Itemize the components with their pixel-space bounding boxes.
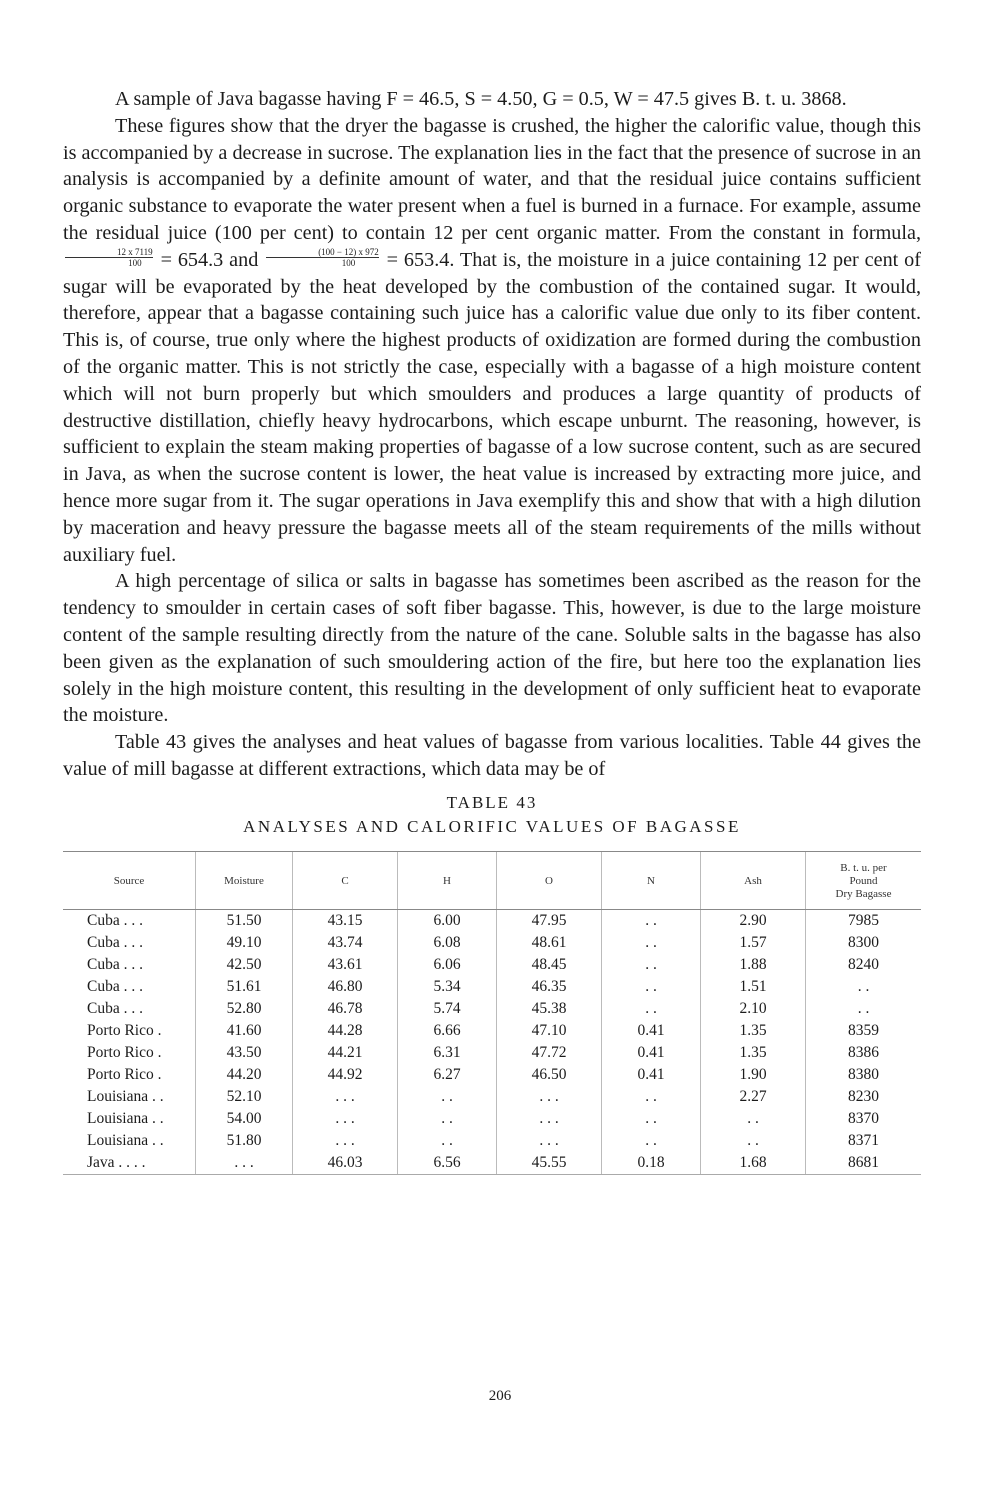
header-btu-line-1: B. t. u. per — [840, 861, 887, 874]
fraction-numerator: 12 x 7119 — [117, 247, 153, 258]
cell-carbon: 43.74 — [293, 932, 398, 954]
table-row — [63, 1152, 921, 1175]
paragraph-calorific-explanation — [63, 113, 921, 569]
cell-source: Porto Rico . — [87, 1021, 162, 1039]
cell-carbon: 43.15 — [293, 909, 398, 932]
cell-nitrogen: 0.41 — [602, 1042, 701, 1064]
cell-ash: 2.27 — [701, 1086, 806, 1108]
table-row — [63, 1020, 921, 1042]
header-btu-line-2: Pound — [849, 874, 878, 887]
cell-carbon: 46.78 — [293, 998, 398, 1020]
cell-oxygen: . . . — [497, 1108, 602, 1130]
cell-oxygen: 45.38 — [497, 998, 602, 1020]
cell-source: Cuba . . . — [87, 999, 143, 1017]
cell-carbon: 43.61 — [293, 954, 398, 976]
cell-nitrogen: . . — [602, 932, 701, 954]
table-row — [63, 1086, 921, 1108]
paragraph-silica-salts: A high percentage of silica or salts in bagasse has sometimes been ascribed as the reason for the tendency to smoulder in certain cases of soft fiber bagasse. This, however, is due to the large moisture content of the sample resulting directly from the nature of the cane. Soluble salts in the bagasse has also been given as the explanation of such smouldering action of the fire, but here too the explanation lies solely in the high moisture content, this resulting in the development of only sufficient heat to evaporate the moisture. — [63, 570, 921, 727]
paragraph-text-part-3: = 653.4. That is, the moisture in a juice containing 12 per cent of sugar will be evaporated by the heat developed by the combustion of the contained sugar. It would, therefore, appear that a bagasse containing such juice has a calorific value due only to its fiber content. This is, of course, true only where the highest products of oxidization are formed during the combustion of the organic matter. This is not strictly the case, especially with a bagasse of a high moisture content which will not burn properly but which smoulders and produces a large quantity of products of destructive distillation, chiefly heavy hydrocarbons, which escape unburnt. The reasoning, however, is sufficient to explain the steam making properties of bagasse of a low sucrose content, such as are secured in Java, as when the sucrose content is lower, the heat value is increased by extracting more juice, and hence more sugar from it. The sugar operations in Java exemplify this and show that with a high dilution by maceration and heavy pressure the bagasse meets all of the steam requirements of the mills without auxiliary fuel. — [63, 248, 921, 566]
cell-moisture: 49.10 — [196, 932, 293, 954]
header-ash: Ash — [701, 851, 806, 909]
cell-moisture: 51.80 — [196, 1130, 293, 1152]
cell-carbon: 46.80 — [293, 976, 398, 998]
cell-nitrogen: . . — [602, 998, 701, 1020]
cell-ash: 1.35 — [701, 1042, 806, 1064]
cell-moisture: 41.60 — [196, 1020, 293, 1042]
cell-moisture: 43.50 — [196, 1042, 293, 1064]
table-row — [63, 1130, 921, 1152]
cell-hydrogen: 6.56 — [398, 1152, 497, 1175]
cell-btu: . . — [806, 998, 922, 1020]
cell-oxygen: . . . — [497, 1130, 602, 1152]
cell-oxygen: 45.55 — [497, 1152, 602, 1175]
cell-nitrogen: . . — [602, 1086, 701, 1108]
cell-moisture: 44.20 — [196, 1064, 293, 1086]
bagasse-analysis-table — [63, 851, 921, 1175]
header-btu — [806, 851, 922, 909]
fraction-numerator: (100 − 12) x 972 — [318, 247, 379, 258]
table-row — [63, 1064, 921, 1086]
cell-hydrogen: 6.27 — [398, 1064, 497, 1086]
fraction-denominator: 100 — [65, 257, 153, 268]
cell-source: Java . . . . — [63, 1152, 196, 1175]
page-number: 206 — [488, 1388, 512, 1404]
fraction-denominator: 100 — [266, 257, 379, 268]
cell-moisture: 52.80 — [196, 998, 293, 1020]
cell-hydrogen: . . — [398, 1108, 497, 1130]
page-body — [63, 86, 921, 1175]
cell-carbon: . . . — [293, 1108, 398, 1130]
header-hydrogen: H — [398, 851, 497, 909]
cell-ash: . . — [701, 1130, 806, 1152]
cell-oxygen: 46.35 — [497, 976, 602, 998]
cell-hydrogen: 6.00 — [398, 909, 497, 932]
cell-carbon: 44.28 — [293, 1020, 398, 1042]
cell-source: Porto Rico . — [87, 1065, 162, 1083]
cell-nitrogen: 0.41 — [602, 1064, 701, 1086]
cell-ash: . . — [701, 1108, 806, 1130]
paragraph-text-part-2: = 654.3 and — [160, 248, 259, 271]
cell-nitrogen: 0.18 — [602, 1152, 701, 1175]
cell-btu: 8230 — [806, 1086, 922, 1108]
table-row — [63, 909, 921, 932]
cell-nitrogen: . . — [602, 954, 701, 976]
table-title: ANALYSES AND CALORIFIC VALUES OF BAGASSE — [243, 816, 741, 836]
cell-hydrogen: 6.66 — [398, 1020, 497, 1042]
cell-moisture: . . . — [196, 1152, 293, 1175]
cell-source: Cuba . . . — [87, 955, 143, 973]
cell-btu: 8359 — [806, 1020, 922, 1042]
cell-oxygen: 48.61 — [497, 932, 602, 954]
cell-nitrogen: . . — [602, 1130, 701, 1152]
cell-hydrogen: . . — [398, 1130, 497, 1152]
cell-moisture: 54.00 — [196, 1108, 293, 1130]
cell-ash: 1.57 — [701, 932, 806, 954]
cell-btu: 8240 — [806, 954, 922, 976]
cell-source: Louisiana . . — [87, 1087, 164, 1105]
cell-hydrogen: . . — [398, 1086, 497, 1108]
cell-nitrogen: . . — [602, 909, 701, 932]
header-carbon: C — [293, 851, 398, 909]
table-header-row — [63, 851, 921, 909]
cell-ash: 2.90 — [701, 909, 806, 932]
cell-moisture: 52.10 — [196, 1086, 293, 1108]
table-row — [63, 1042, 921, 1064]
cell-nitrogen: . . — [602, 1108, 701, 1130]
formula-fraction-2 — [266, 248, 379, 268]
cell-btu: 8371 — [806, 1130, 922, 1152]
cell-oxygen: . . . — [497, 1086, 602, 1108]
cell-oxygen: 48.45 — [497, 954, 602, 976]
formula-fraction-1 — [65, 248, 153, 268]
table-row — [63, 932, 921, 954]
cell-btu: 7985 — [806, 909, 922, 932]
cell-ash: 1.35 — [701, 1020, 806, 1042]
cell-btu: 8300 — [806, 932, 922, 954]
cell-hydrogen: 5.34 — [398, 976, 497, 998]
table-body — [63, 909, 921, 1174]
cell-moisture: 51.50 — [196, 909, 293, 932]
cell-btu: 8380 — [806, 1064, 922, 1086]
table-row — [63, 998, 921, 1020]
cell-source: Cuba . . . — [87, 933, 143, 951]
cell-moisture: 51.61 — [196, 976, 293, 998]
cell-nitrogen: . . — [602, 976, 701, 998]
paragraph-table-reference: Table 43 gives the analyses and heat values of bagasse from various localities. Table 44 gives the value of mill bagasse at different extractions, which data may be of — [63, 731, 921, 780]
cell-hydrogen: 6.08 — [398, 932, 497, 954]
cell-oxygen: 46.50 — [497, 1064, 602, 1086]
cell-carbon: 44.92 — [293, 1064, 398, 1086]
cell-oxygen: 47.95 — [497, 909, 602, 932]
cell-ash: 1.90 — [701, 1064, 806, 1086]
cell-source: Porto Rico . — [87, 1043, 162, 1061]
paragraph-java-sample: A sample of Java bagasse having F = 46.5, S = 4.50, G = 0.5, W = 47.5 gives B. t. u. 3868. — [115, 88, 847, 110]
cell-carbon: . . . — [293, 1086, 398, 1108]
cell-nitrogen: 0.41 — [602, 1020, 701, 1042]
cell-carbon: 46.03 — [293, 1152, 398, 1175]
cell-moisture: 42.50 — [196, 954, 293, 976]
cell-carbon: 44.21 — [293, 1042, 398, 1064]
cell-btu: 8370 — [806, 1108, 922, 1130]
header-moisture: Moisture — [196, 851, 293, 909]
paragraph-text-part-1: These figures show that the dryer the bagasse is crushed, the higher the calorific value, though this is accompanied by a decrease in sucrose. The explanation lies in the fact that the presence of sucrose in an analysis is accompanied by a definite amount of water, and that the residual juice contains sufficient organic substance to evaporate the water present when a fuel is burned in a furnace. For example, assume the residual juice (100 per cent) to contain 12 per cent organic matter. From the constant in formula, — [63, 114, 921, 244]
cell-btu: 8681 — [806, 1152, 922, 1175]
cell-btu: . . — [806, 976, 922, 998]
table-number: TABLE 43 — [446, 792, 538, 812]
header-source: Source — [63, 851, 196, 909]
cell-source: Louisiana . . — [87, 1109, 164, 1127]
cell-ash: 1.68 — [701, 1152, 806, 1175]
header-btu-line-3: Dry Bagasse — [835, 887, 892, 900]
cell-hydrogen: 6.31 — [398, 1042, 497, 1064]
cell-ash: 1.88 — [701, 954, 806, 976]
table-row — [63, 1108, 921, 1130]
cell-hydrogen: 5.74 — [398, 998, 497, 1020]
table-row — [63, 954, 921, 976]
cell-ash: 1.51 — [701, 976, 806, 998]
cell-hydrogen: 6.06 — [398, 954, 497, 976]
cell-source: Cuba . . . — [87, 911, 143, 929]
cell-oxygen: 47.10 — [497, 1020, 602, 1042]
cell-source: Cuba . . . — [87, 977, 143, 995]
header-oxygen: O — [497, 851, 602, 909]
cell-ash: 2.10 — [701, 998, 806, 1020]
header-nitrogen: N — [602, 851, 701, 909]
cell-oxygen: 47.72 — [497, 1042, 602, 1064]
cell-btu: 8386 — [806, 1042, 922, 1064]
cell-carbon: . . . — [293, 1130, 398, 1152]
table-row — [63, 976, 921, 998]
cell-source: Louisiana . . — [87, 1131, 164, 1149]
